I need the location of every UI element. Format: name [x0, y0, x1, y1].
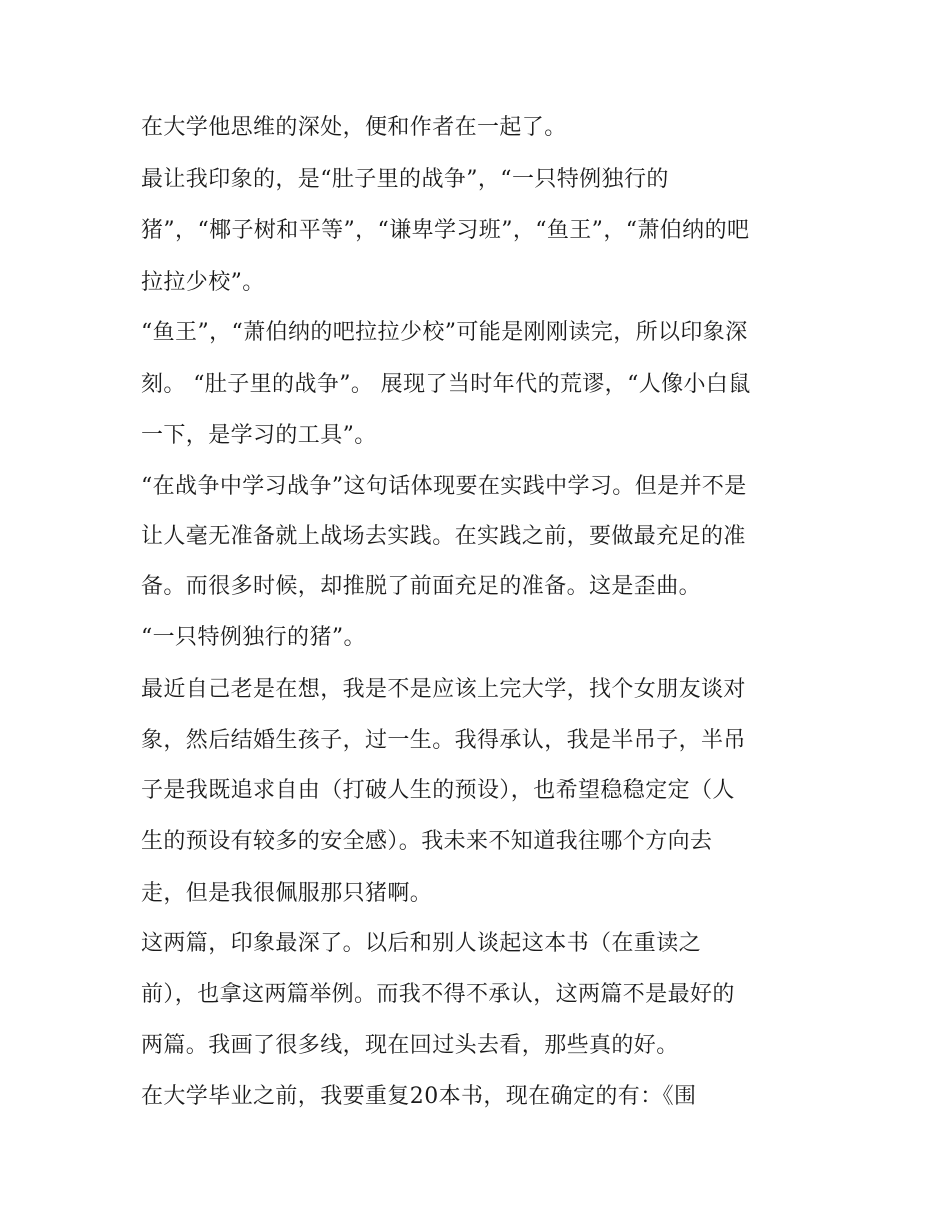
text-line-18: 前），也拿这两篇举例。而我不得不承认，这两篇不是最好的: [141, 982, 735, 1007]
text-line-14: 子是我既追求自由（打破人生的预设），也希望稳稳定定（人: [141, 778, 735, 803]
text-line-13: 象，然后结婚生孩子，过一生。我得承认，我是半吊子，半吊: [141, 728, 746, 753]
text-line-2: 最让我印象的，是“肚子里的战争”，“一只特例独行的: [141, 167, 669, 192]
text-line-12: 最近自己老是在想，我是不是应该上完大学，找个女朋友谈对: [141, 677, 746, 702]
text-line-17: 这两篇，印象最深了。以后和别人谈起这本书（在重读之: [141, 931, 702, 956]
text-line-1: 在大学他思维的深处，便和作者在一起了。: [141, 115, 567, 140]
text-line-15: 生的预设有较多的安全感）。我未来不知道我往哪个方向去: [141, 829, 713, 854]
text-line-9: 让人毫无准备就上战场去实践。在实践之前，要做最充足的准: [141, 524, 746, 549]
text-line-4: 拉拉少校”。: [141, 270, 265, 295]
text-line-8: “在战争中学习战争”这句话体现要在实践中学习。但是并不是: [141, 474, 747, 499]
text-line-6: 刻。 “肚子里的战争”。 展现了当时年代的荒谬，“人像小白鼠: [141, 372, 751, 397]
text-line-10: 备。而很多时候，却推脱了前面充足的准备。这是歪曲。: [141, 574, 702, 599]
text-line-7: 一下，是学习的工具”。: [141, 423, 377, 448]
text-line-20: 在大学毕业之前，我要重复20本书，现在确定的有：《围: [141, 1084, 697, 1109]
text-line-11: “一只特例独行的猪”。: [141, 625, 366, 650]
text-line-5: “鱼王”，“萧伯纳的吧拉拉少校”可能是刚刚读完，所以印象深: [141, 320, 748, 345]
text-line-16: 走，但是我很佩服那只猪啊。: [141, 881, 433, 906]
text-line-19: 两篇。我画了很多线，现在回过头去看，那些真的好。: [141, 1033, 679, 1058]
text-line-3: 猪”，“椰子树和平等”，“谦卑学习班”，“鱼王”，“萧伯纳的吧: [141, 218, 750, 243]
